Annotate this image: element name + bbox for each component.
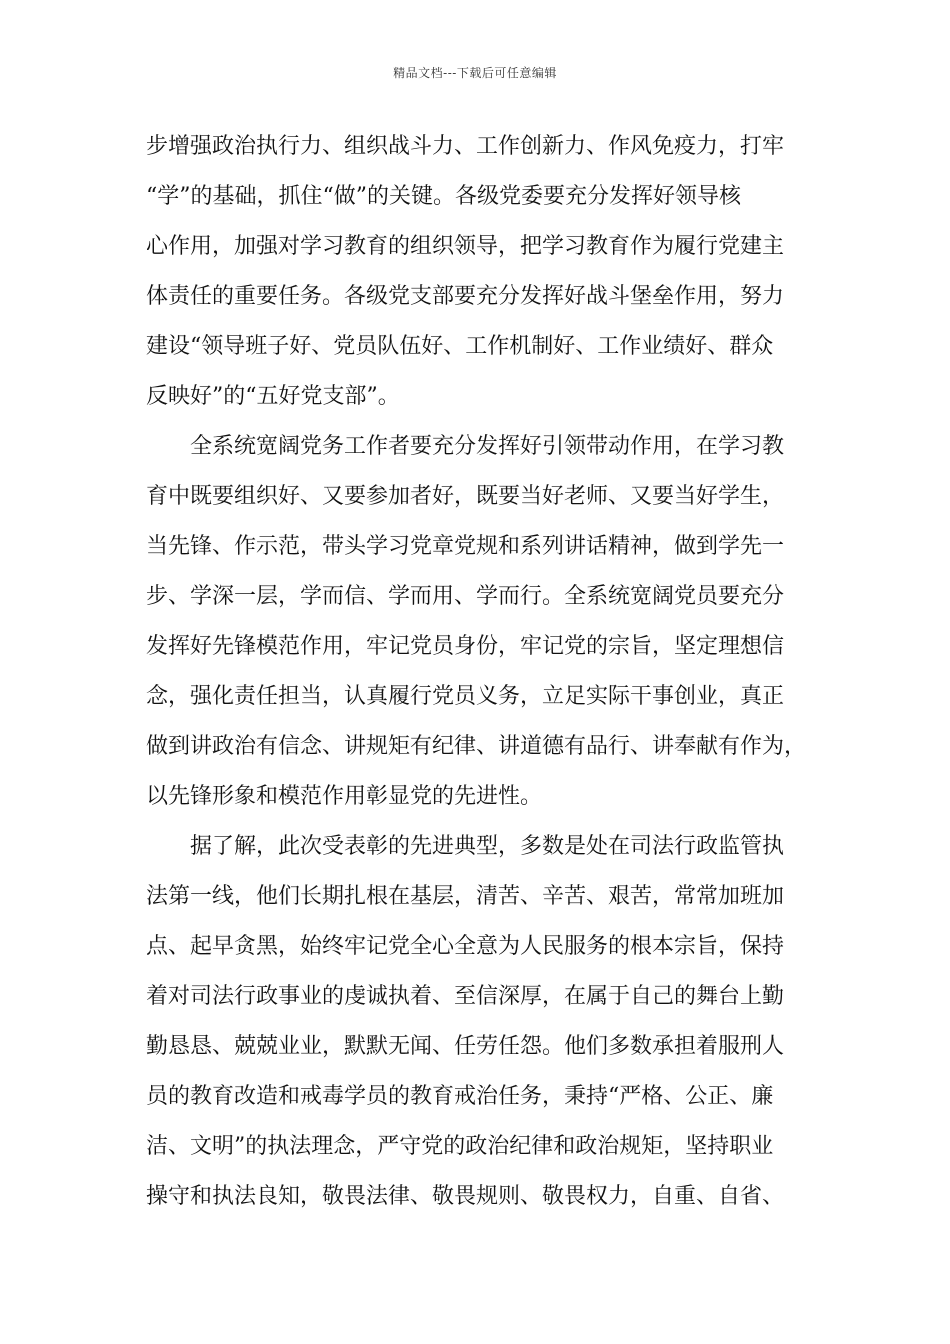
text-line: 法第一线，他们长期扎根在基层，清苦、辛苦、艰苦，常常加班加 bbox=[146, 884, 785, 909]
text-line: 以先锋形象和模范作用彰显党的先进性。 bbox=[146, 784, 543, 809]
page-header: 精品文档---下载后可任意编辑 bbox=[393, 66, 557, 80]
text-line: 员的教育改造和戒毒学员的教育戒治任务，秉持“严格、公正、廉 bbox=[146, 1084, 774, 1109]
text-line: 步增强政治执行力、组织战斗力、工作创新力、作风免疫力，打牢 bbox=[146, 134, 785, 159]
document-body bbox=[146, 122, 821, 1222]
paragraph-3 bbox=[146, 822, 821, 1222]
text-line: 操守和执法良知，敬畏法律、敬畏规则、敬畏权力，自重、自省、 bbox=[146, 1184, 785, 1209]
text-line: 做到讲政治有信念、讲规矩有纪律、讲道德有品行、讲奉献有作为， bbox=[146, 734, 807, 759]
text-line: 建设“领导班子好、党员队伍好、工作机制好、工作业绩好、群众 bbox=[146, 334, 774, 359]
text-line: 勤恳恳、兢兢业业，默默无闻、任劳任怨。他们多数承担着服刑人 bbox=[146, 1034, 785, 1059]
text-line: 育中既要组织好、又要参加者好，既要当好老师、又要当好学生， bbox=[146, 484, 785, 509]
text-line: 心作用，加强对学习教育的组织领导，把学习教育作为履行党建主 bbox=[146, 234, 785, 259]
text-line: 发挥好先锋模范作用，牢记党员身份，牢记党的宗旨，坚定理想信 bbox=[146, 634, 785, 659]
text-line: 洁、文明”的执法理念，严守党的政治纪律和政治规矩，坚持职业 bbox=[146, 1134, 774, 1159]
text-line: 点、起早贪黑，始终牢记党全心全意为人民服务的根本宗旨，保持 bbox=[146, 934, 785, 959]
text-line: 步、学深一层，学而信、学而用、学而行。全系统宽阔党员要充分 bbox=[146, 584, 785, 609]
text-line: 体责任的重要任务。各级党支部要充分发挥好战斗堡垒作用，努力 bbox=[146, 284, 785, 309]
text-line: 着对司法行政事业的虔诚执着、至信深厚，在属于自己的舞台上勤 bbox=[146, 984, 785, 1009]
text-line: 据了解，此次受表彰的先进典型，多数是处在司法行政监管执 bbox=[146, 834, 785, 859]
text-line: “学”的基础，抓住“做”的关键。各级党委要充分发挥好领导核 bbox=[146, 184, 741, 209]
text-line: 念，强化责任担当，认真履行党员义务，立足实际干事创业，真正 bbox=[146, 684, 785, 709]
paragraph-1 bbox=[146, 122, 821, 422]
text-line: 反映好”的“五好党支部”。 bbox=[146, 384, 400, 409]
paragraph-2 bbox=[146, 422, 821, 822]
text-line: 全系统宽阔党务工作者要充分发挥好引领带动作用，在学习教 bbox=[146, 434, 785, 459]
text-line: 当先锋、作示范，带头学习党章党规和系列讲话精神，做到学先一 bbox=[146, 534, 785, 559]
